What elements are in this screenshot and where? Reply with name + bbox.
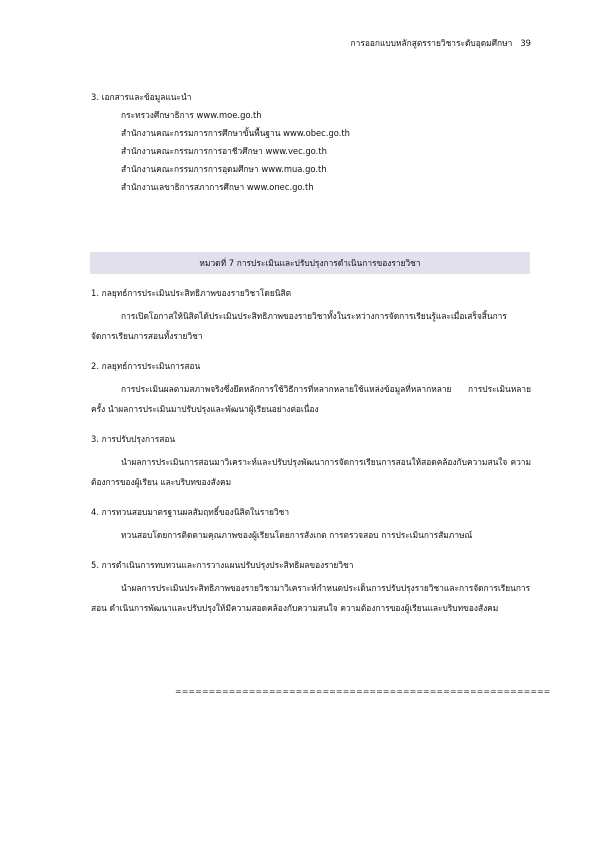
section-5 [91, 560, 531, 618]
section-paragraph: ทวนสอบโดยการติดตามคุณภาพของผู้เรียนโดยการสังเกต การตรวจสอบ การประเมินการสัมภาษณ์ [121, 530, 473, 540]
section-heading: 4. การทวนสอบมาตรฐานผลสัมฤทธิ์ของนิสิตในรายวิชา [91, 507, 290, 517]
reference-item: กระทรวงศึกษาธิการ www.moe.go.th [121, 110, 262, 120]
reference-item: สำนักงานคณะกรรมการการอาชีวศึกษา www.vec.go.th [121, 146, 327, 156]
references-section [91, 92, 531, 200]
section-heading: 3. การปรับปรุงการสอน [91, 434, 176, 444]
section-paragraph: นำผลการประเมินการสอนมาวิเคราะห์และปรับปรุงพัฒนาการจัดการเรียนการสอนให้สอดคล้องกับความสนใจ ความต้องการของผู้เรียน และบริบทของสังคม [91, 457, 531, 487]
page-number: 39 [520, 38, 531, 48]
reference-item: สำนักงานเลขาธิการสภาการศึกษา www.onec.go.th [121, 182, 314, 192]
running-title: การออกแบบหลักสูตรรายวิชาระดับอุดมศึกษา [350, 38, 513, 48]
chapter-title-banner: หมวดที่ 7 การประเมินและปรับปรุงการดำเนินการของรายวิชา [90, 252, 530, 274]
section-paragraph: นำผลการประเมินประสิทธิภาพของรายวิชามาวิเคราะห์กำหนดประเด็นการปรับปรุงรายวิชาและการจัดการเรียนการสอน ดำเนินการพัฒนาและปรับปรุงให้มีความสอดคล้องกับความสนใจ ความต้องการของผู้เรียนและบริบทของสังคม [91, 583, 531, 613]
section-1 [91, 288, 531, 346]
section-3 [91, 434, 531, 492]
section-paragraph: การประเมินผลตามสภาพจริงซึ่งยึดหลักการใช้วิธีการที่หลากหลายใช้แหล่งข้อมูลที่หลากหลาย การประเมินหลายครั้ง นำผลการประเมินมาปรับปรุงและพัฒนาผู้เรียนอย่างต่อเนื่อง [91, 384, 531, 414]
reference-item: สำนักงานคณะกรรมการการอุดมศึกษา www.mua.go.th [121, 164, 327, 174]
page-header [351, 38, 531, 49]
reference-item: สำนักงานคณะกรรมการการศึกษาขั้นพื้นฐาน www.obec.go.th [121, 128, 350, 138]
end-of-section-divider: ======================================================== [175, 687, 551, 696]
section-heading: 2. กลยุทธ์การประเมินการสอน [91, 361, 201, 371]
chapter-body [91, 288, 531, 633]
section-heading: 5. การดำเนินการทบทวนและการวางแผนปรับปรุงประสิทธิผลของรายวิชา [91, 560, 354, 570]
references-title: 3. เอกสารและข้อมูลแนะนำ [91, 92, 192, 102]
section-paragraph: การเปิดโอกาสให้นิสิตได้ประเมินประสิทธิภาพของรายวิชาทั้งในระหว่างการจัดการเรียนรู้และเมื่อเสร็จสิ้นการจัดการเรียนการสอนทั้งรายวิชา [91, 311, 507, 341]
section-2 [91, 361, 531, 419]
section-4 [91, 507, 531, 545]
section-heading: 1. กลยุทธ์การประเมินประสิทธิภาพของรายวิชาโดยนิสิต [91, 288, 292, 298]
